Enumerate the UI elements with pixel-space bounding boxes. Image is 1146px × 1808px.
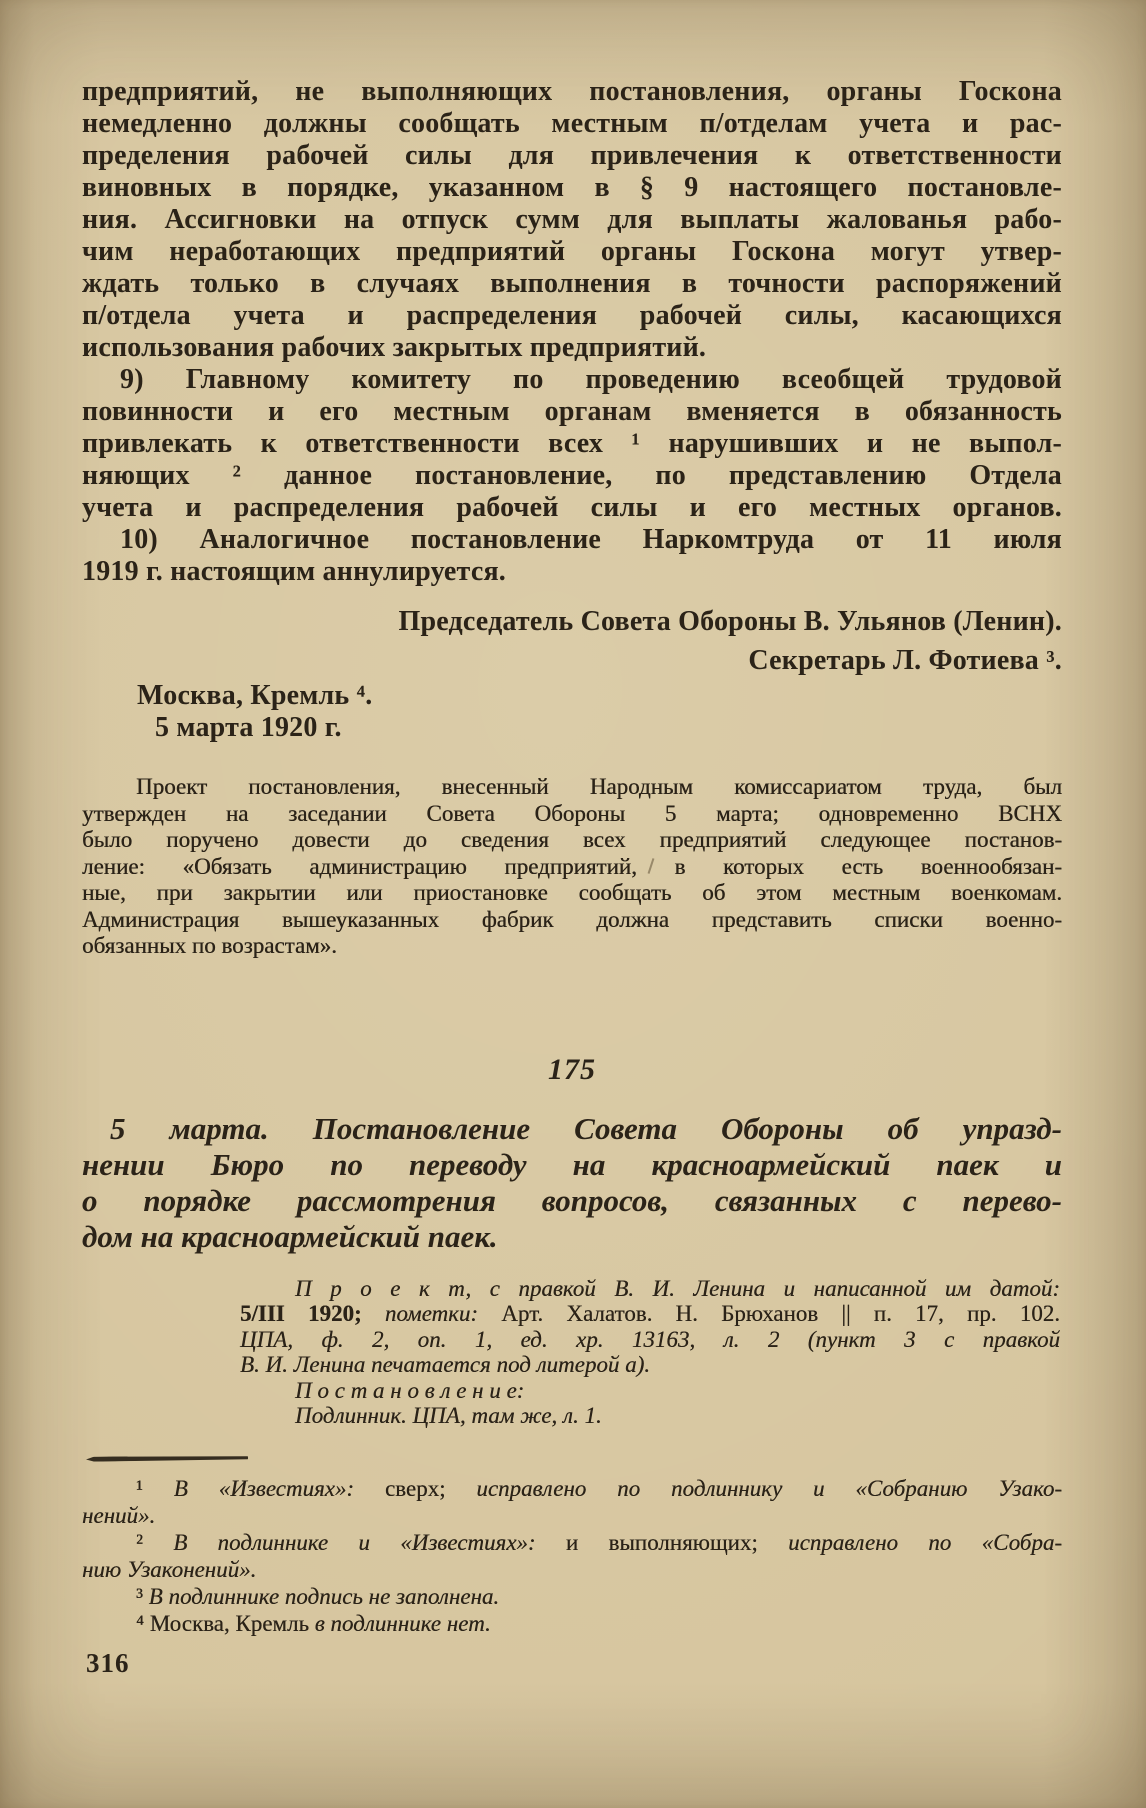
text-line: 9) Главному комитету по проведению всеобщей трудовой (120, 364, 1062, 395)
dateline-date: 5 марта 1920 г. (155, 712, 342, 743)
signature-chairman: Председатель Совета Обороны В. Ульянов (Ленин). (398, 606, 1062, 637)
signature-secretary: Секретарь Л. Фотиева ³. (748, 645, 1062, 676)
decree-paragraph-9 (82, 364, 1062, 524)
text-line (82, 1583, 1062, 1610)
dateline-block (82, 680, 1062, 744)
text-line: 1919 г. настоящим аннулируется. (82, 556, 507, 587)
text-line (82, 1529, 1062, 1556)
text-segment: и выполняющих; (565, 1529, 789, 1555)
text-line: утвержден на заседании Совета Обороны 5 марта; одновременно ВСНХ (82, 800, 1062, 826)
text-segment: В «Известиях»: (173, 1475, 385, 1501)
editorial-note (82, 774, 1062, 960)
text-line: немедленно должны сообщать местным п/отделам учета и рас- (82, 108, 1062, 139)
text-line: пределения рабочей силы для привлечения к ответственности (82, 140, 1062, 171)
text-line: привлекать к ответственности всех ¹ нарушивших и не выпол- (82, 428, 1062, 459)
text-line (82, 1610, 1062, 1637)
page-number: 316 (86, 1648, 130, 1678)
text-line: нений». (82, 1502, 156, 1528)
text-segment: исправлено по «Собра- (788, 1529, 1062, 1555)
text-line: учета и распределения рабочей силы и его местных органов. (82, 492, 1062, 523)
section-title (82, 1111, 1062, 1255)
decree-paragraph-10 (82, 524, 1062, 588)
text-line: П о с т а н о в л е н и е: (295, 1377, 525, 1403)
text-line: ждать только в случаях выполнения в точности распоряжений (82, 268, 1062, 299)
text-line: нении Бюро по переводу на красноармейский паек и (82, 1146, 1062, 1182)
text-line: Проект постановления, внесенный Народным комиссариатом труда, был (136, 774, 1062, 799)
text-line: Администрация вышеуказанных фабрик должна представить списки военно- (82, 906, 1062, 932)
text-segment: ³ (136, 1583, 149, 1609)
text-line: обязанных по возрастам». (82, 933, 337, 958)
text-segment: в подлиннике нет. (314, 1610, 491, 1636)
text-line: Подлинник. ЦПА, там же, л. 1. (295, 1403, 602, 1428)
text-line: дом на красноармейский паек. (82, 1218, 498, 1254)
text-line: П р о е к т, с правкой В. И. Ленина и написанной им датой: (295, 1275, 1060, 1301)
text-line: было поручено довести до сведения всех предприятий следующее постанов- (82, 827, 1062, 852)
text-segment: пометки: (384, 1301, 502, 1326)
text-segment: сверх; (384, 1475, 477, 1501)
text-segment: п. 17, пр. 102. (873, 1301, 1060, 1326)
signature-block (82, 602, 1062, 680)
text-line: п/отдела учета и распределения рабочей силы, касающихся (82, 300, 1062, 331)
text-line: 5 марта. Постановление Совета Обороны об упразд- (110, 1110, 1062, 1146)
text-segment: В подлиннике подпись не заполнена. (148, 1583, 500, 1609)
text-segment: ¹ (136, 1475, 174, 1501)
text-segment: Москва, Кремль (149, 1610, 315, 1636)
text-segment: ⁴ (136, 1610, 150, 1636)
text-line: предприятий, не выполняющих постановления, органы Госкона (82, 76, 1062, 107)
text-line: В. И. Ленина печатается под литерой а). (240, 1352, 651, 1377)
footnote-divider (86, 1455, 248, 1461)
document-body (82, 76, 1062, 1637)
text-line: 10) Аналогичное постановление Наркомтруда от 11 июля (120, 524, 1062, 555)
text-line: ные, при закрытии или приостановке сообщать об этом местным военкомам. (82, 880, 1062, 905)
text-line: использования рабочих закрытых предприятий. (82, 332, 707, 363)
text-line: чим неработающих предприятий органы Госкона могут утвер- (82, 236, 1062, 267)
footnotes (82, 1475, 1062, 1637)
text-line: повинности и его местным органам вменяется в обязанность (82, 396, 1062, 427)
text-line: ление: «Обязать администрацию предприятий, в которых есть военнообязан- (82, 853, 1062, 879)
text-line: няющих ² данное постановление, по представлению Отдела (82, 460, 1062, 491)
text-segment: Арт. Халатов. Н. Брюханов || (501, 1301, 874, 1326)
text-segment: 5/III 1920; (240, 1301, 385, 1326)
text-segment: В подлиннике и «Известиях»: (173, 1529, 566, 1555)
text-line: ния. Ассигновки на отпуск сумм для выплаты жалованья рабо- (82, 204, 1062, 235)
text-line: нию Узаконений». (82, 1556, 257, 1582)
section-number: 175 (548, 1052, 596, 1086)
text-line: виновных в порядке, указанном в § 9 настоящего постановле- (82, 172, 1062, 203)
text-segment: исправлено по подлиннику и «Собранию Узако- (476, 1475, 1062, 1501)
dateline-place: Москва, Кремль ⁴. (137, 680, 373, 711)
decree-paragraph-continuation (82, 76, 1062, 364)
text-line: о порядке рассмотрения вопросов, связанных с перево- (82, 1182, 1062, 1218)
text-line: ЦПА, ф. 2, оп. 1, ед. хр. 13163, л. 2 (пункт 3 с правкой (240, 1326, 1060, 1352)
text-line (82, 1475, 1062, 1502)
source-note (240, 1276, 1060, 1429)
text-segment: ² (136, 1529, 174, 1555)
text-line (240, 1301, 1060, 1327)
